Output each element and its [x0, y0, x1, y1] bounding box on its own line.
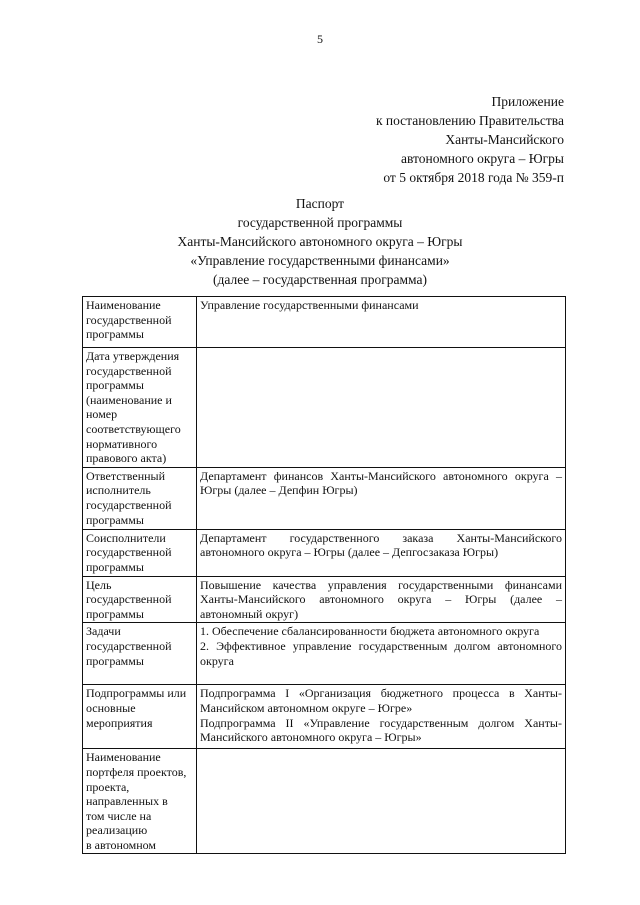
row-label [83, 467, 197, 529]
label-line: реализацию [86, 823, 148, 838]
passport-title-line: Ханты-Мансийского автономного округа – Югры [177, 234, 463, 249]
value-text: Повышение качества управления государственными финансами Ханты-Мансийского автономного округа – Югры (далее – автономный округ) [200, 577, 562, 621]
passport-title-line: государственной программы [237, 215, 403, 230]
row-label [83, 576, 197, 623]
appendix-line: от 5 октября 2018 года № 359-п [383, 170, 564, 185]
value-text: Департамент финансов Ханты-Мансийского автономного округа – Югры (далее – Депфин Югры) [200, 468, 562, 498]
value-text: Подпрограмма I «Организация бюджетного процесса в Ханты-Мансийском автономном округе – Югре» [200, 686, 562, 715]
table-row [83, 685, 566, 749]
value-text: Управление государственными финансами [200, 298, 419, 312]
label-line: в автономном [86, 837, 157, 852]
passport-title [0, 194, 640, 289]
row-label [83, 749, 197, 854]
label-line: Ответственный [86, 468, 166, 483]
label-line: государственной [86, 638, 172, 653]
label-line: программы [86, 327, 144, 342]
label-line: Наименование [86, 750, 161, 765]
label-line: Задачи [86, 624, 121, 639]
label-line: портфеля проектов, [86, 764, 187, 779]
label-line: Подпрограммы или [86, 686, 187, 701]
label-line: государственной [86, 363, 172, 378]
label-line: (наименование и [86, 392, 172, 407]
label-line: Дата утверждения [86, 349, 180, 363]
value-text: Департамент государственного заказа Ханты-Мансийского автономного округа – Югры (далее – Депгосзаказа Югры) [200, 530, 562, 560]
row-value-empty [197, 348, 566, 468]
table-row [83, 576, 566, 623]
label-line: государственной [86, 592, 172, 607]
passport-title-line: «Управление государственными финансами» [190, 253, 450, 268]
table-row [83, 297, 566, 348]
table-row [83, 467, 566, 529]
label-line: правового акта) [86, 451, 167, 466]
row-value-empty [197, 749, 566, 854]
row-label [83, 685, 197, 749]
row-label [83, 348, 197, 468]
label-line: государственной [86, 497, 172, 512]
appendix-line: к постановлению Правительства [375, 113, 564, 128]
label-line: Наименование [86, 298, 161, 312]
label-line: основные [86, 700, 136, 715]
label-line: нормативного [86, 436, 158, 451]
label-line: исполнитель [86, 483, 151, 498]
table-row [83, 529, 566, 576]
value-text: Подпрограмма II «Управление государственным долгом Ханты-Мансийского автономного округа – Югры» [200, 715, 562, 745]
label-line: направленных в [86, 794, 168, 809]
row-label [83, 297, 197, 348]
appendix-line: Приложение [491, 94, 564, 109]
label-line: программы [86, 653, 144, 668]
row-value [197, 297, 566, 348]
label-line: номер [86, 407, 118, 422]
label-line: государственной [86, 312, 172, 327]
table-row [83, 749, 566, 854]
passport-title-line: Паспорт [295, 196, 345, 211]
table-row [83, 348, 566, 468]
appendix-block [376, 92, 564, 187]
passport-title-line: (далее – государственная программа) [213, 272, 427, 287]
label-line: программы [86, 512, 144, 527]
value-text: 1. Обеспечение сбалансированности бюджета автономного округа [200, 624, 540, 639]
label-line: программы [86, 606, 144, 621]
row-value [197, 529, 566, 576]
label-line: мероприятия [86, 715, 153, 730]
label-line: программы [86, 378, 144, 393]
row-label [83, 623, 197, 685]
appendix-line: автономного округа – Югры [401, 151, 564, 166]
value-text: 2. Эффективное управление государственным долгом автономного округа [200, 638, 562, 668]
row-value [197, 623, 566, 685]
label-line: государственной [86, 545, 172, 560]
row-value [197, 685, 566, 749]
row-value [197, 467, 566, 529]
appendix-line: Ханты-Мансийского [445, 132, 564, 147]
label-line: соответствующего [86, 421, 181, 436]
table-row [83, 623, 566, 685]
passport-table [82, 296, 566, 854]
label-line: Соисполнители [86, 530, 166, 545]
label-line: том числе на [86, 808, 152, 823]
label-line: программы [86, 559, 144, 574]
label-line: проекта, [86, 779, 130, 794]
row-label [83, 529, 197, 576]
row-value [197, 576, 566, 623]
page-number: 5 [317, 32, 323, 46]
label-line: Цель [86, 577, 112, 592]
